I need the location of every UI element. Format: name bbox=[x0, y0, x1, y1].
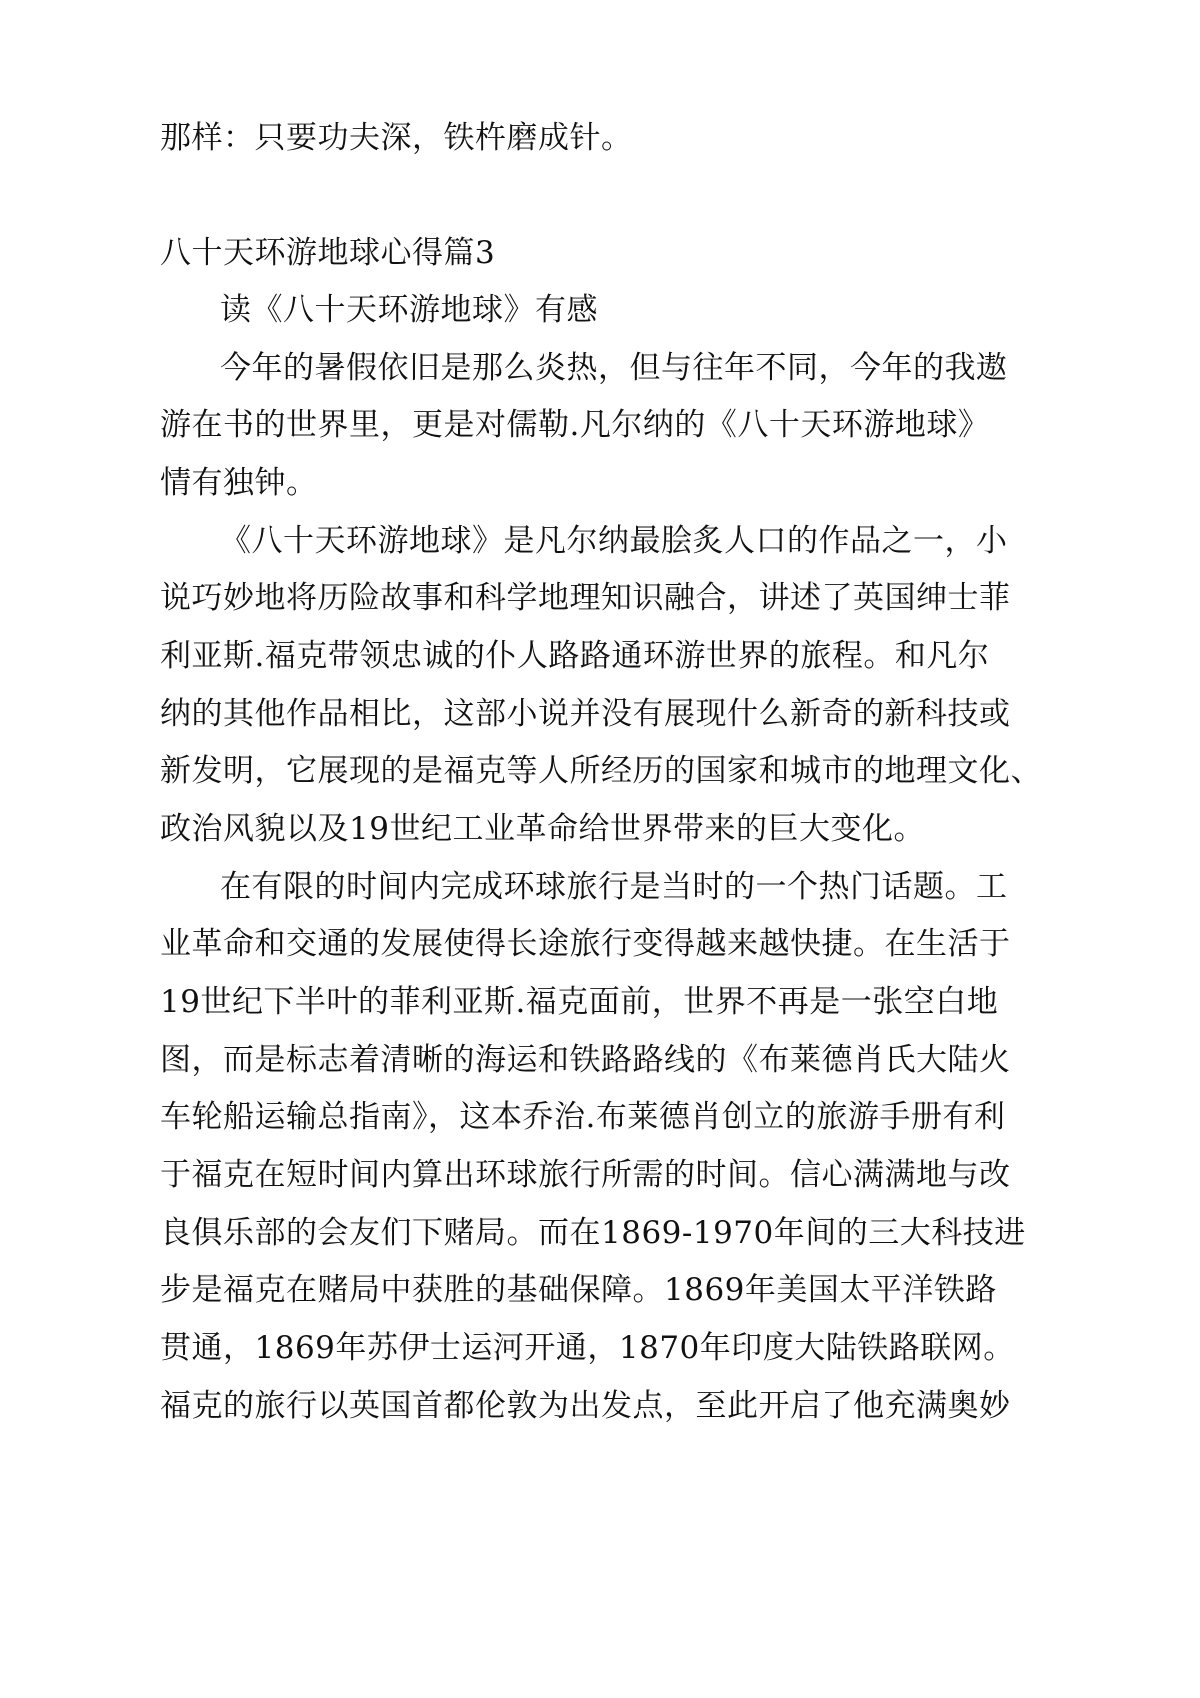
paragraph-line: 图，而是标志着清晰的海运和铁路路线的《布莱德肖氏大陆火 bbox=[160, 1042, 1011, 1078]
article-title: 读《八十天环游地球》有感 bbox=[220, 292, 598, 328]
paragraph-line: 步是福克在赌局中获胜的基础保障。1869年美国太平洋铁路 bbox=[160, 1272, 997, 1308]
paragraph-line: 政治风貌以及19世纪工业革命给世界带来的巨大变化。 bbox=[160, 811, 925, 847]
paragraph-line: 在有限的时间内完成环球旅行是当时的一个热门话题。工 bbox=[220, 869, 1008, 905]
paragraph-line: 业革命和交通的发展使得长途旅行变得越来越快捷。在生活于 bbox=[160, 926, 1011, 962]
section-heading: 八十天环游地球心得篇3 bbox=[160, 235, 496, 271]
paragraph-line: 车轮船运输总指南》，这本乔治.布莱德肖创立的旅游手册有利 bbox=[160, 1099, 1006, 1135]
paragraph-line: 今年的暑假依旧是那么炎热，但与往年不同，今年的我遨 bbox=[220, 350, 1008, 386]
paragraph-line: 福克的旅行以英国首都伦敦为出发点，至此开启了他充满奥妙 bbox=[160, 1388, 1011, 1424]
paragraph-line: 19世纪下半叶的菲利亚斯.福克面前，世界不再是一张空白地 bbox=[160, 984, 999, 1020]
paragraph-line: 情有独钟。 bbox=[160, 465, 318, 501]
text-line: 那样：只要功夫深，铁杵磨成针。 bbox=[160, 120, 633, 156]
paragraph-line: 新发明，它展现的是福克等人所经历的国家和城市的地理文化、 bbox=[160, 753, 1042, 789]
paragraph-line: 良俱乐部的会友们下赌局。而在1869-1970年间的三大科技进 bbox=[160, 1215, 1026, 1251]
paragraph-line: 《八十天环游地球》是凡尔纳最脍炙人口的作品之一，小 bbox=[220, 523, 1008, 559]
paragraph-line: 说巧妙地将历险故事和科学地理知识融合，讲述了英国绅士菲 bbox=[160, 580, 1011, 616]
paragraph-line: 于福克在短时间内算出环球旅行所需的时间。信心满满地与改 bbox=[160, 1157, 1011, 1193]
paragraph-line: 游在书的世界里，更是对儒勒.凡尔纳的《八十天环游地球》 bbox=[160, 407, 990, 443]
paragraph-line: 贯通，1869年苏伊士运河开通，1870年印度大陆铁路联网。 bbox=[160, 1330, 1015, 1366]
paragraph-line: 纳的其他作品相比，这部小说并没有展现什么新奇的新科技或 bbox=[160, 696, 1011, 732]
paragraph-line: 利亚斯.福克带领忠诚的仆人路路通环游世界的旅程。和凡尔 bbox=[160, 638, 990, 674]
